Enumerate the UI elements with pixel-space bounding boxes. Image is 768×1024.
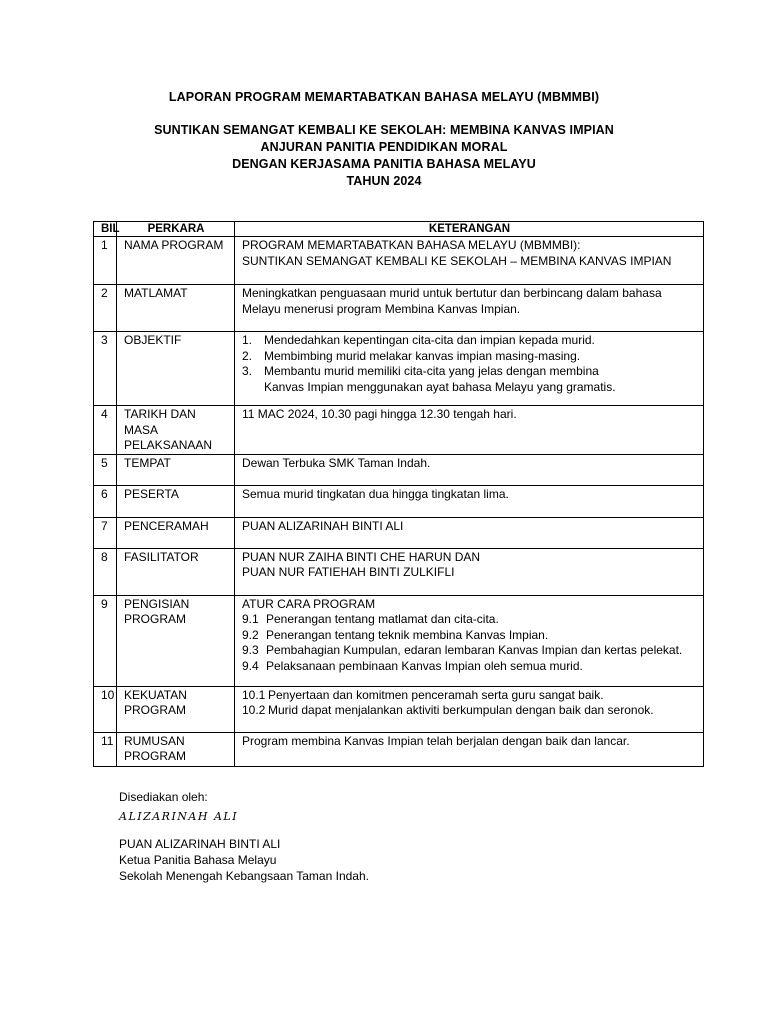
row-perkara: PENCERAMAH — [117, 517, 235, 548]
perkara-line: PROGRAM — [124, 703, 187, 717]
row-perkara: TEMPAT — [117, 454, 235, 485]
row-keterangan — [235, 595, 704, 686]
row-perkara — [117, 686, 235, 732]
report-table — [93, 221, 704, 767]
section-heading: ATUR CARA PROGRAM — [242, 596, 376, 611]
item-number: 3. — [242, 364, 253, 378]
signatory-block — [119, 836, 369, 884]
item-text: Membantu murid memiliki cita-cita yang jelas dengan membina — [264, 364, 599, 378]
keterangan-line: Meningkatkan penguasaan murid untuk bertutur dan berbincang dalam bahasa — [242, 286, 662, 300]
row-bil: 5 — [94, 454, 117, 485]
item-number: 10.2 — [242, 703, 266, 717]
table-row — [94, 732, 704, 766]
table-row — [94, 454, 704, 485]
perkara-line: RUMUSAN — [124, 733, 185, 748]
item-number: 9.2 — [242, 627, 259, 642]
row-perkara: PESERTA — [117, 485, 235, 517]
strength-item — [242, 688, 697, 704]
table-row — [94, 285, 704, 332]
row-perkara — [117, 732, 235, 766]
signatory-name: PUAN ALIZARINAH BINTI ALI — [119, 837, 281, 851]
signatory-school: Sekolah Menengah Kebangsaan Taman Indah. — [119, 869, 369, 883]
row-perkara — [117, 595, 235, 686]
row-bil: 6 — [94, 485, 117, 517]
header-keterangan: KETERANGAN — [235, 222, 704, 237]
program-item — [242, 659, 697, 675]
perkara-line: KEKUATAN — [124, 687, 187, 702]
report-subtitle — [0, 122, 768, 190]
report-title: LAPORAN PROGRAM MEMARTABATKAN BAHASA MELAYU (MBMMBI) — [168, 90, 600, 104]
keterangan-line: PUAN NUR FATIEHAH BINTI ZULKIFLI — [242, 565, 455, 579]
program-item — [242, 628, 697, 644]
header-perkara: PERKARA — [117, 222, 235, 237]
row-bil: 7 — [94, 517, 117, 548]
row-keterangan — [235, 686, 704, 732]
table-row — [94, 332, 704, 406]
objective-item — [242, 333, 697, 349]
subtitle-line: ANJURAN PANITIA PENDIDIKAN MORAL — [260, 140, 508, 154]
signature: ALIZARINAH ALI — [119, 810, 239, 823]
prepared-by-label: Disediakan oleh: — [119, 790, 208, 804]
signatory-position: Ketua Panitia Bahasa Melayu — [119, 853, 277, 867]
row-perkara: FASILITATOR — [117, 548, 235, 595]
table-row — [94, 237, 704, 285]
row-bil: 9 — [94, 595, 117, 686]
perkara-line: TARIKH DAN MASA — [124, 407, 196, 437]
program-item — [242, 643, 697, 659]
header-bil: BIL — [94, 222, 117, 237]
item-number: 9.1 — [242, 612, 259, 626]
item-text: Murid dapat menjalankan aktiviti berkumpulan dengan baik dan seronok. — [268, 703, 654, 717]
row-perkara: NAMA PROGRAM — [117, 237, 235, 285]
row-keterangan: Program membina Kanvas Impian telah berjalan dengan baik dan lancar. — [235, 732, 704, 766]
subtitle-line: TAHUN 2024 — [346, 174, 422, 188]
item-text: Penerangan tentang teknik membina Kanvas Impian. — [266, 627, 549, 642]
item-text: Penerangan tentang matlamat dan cita-cita. — [266, 612, 499, 626]
row-bil: 4 — [94, 406, 117, 455]
item-number: 1. — [242, 333, 253, 347]
row-keterangan — [235, 332, 704, 406]
row-bil: 11 — [94, 732, 117, 766]
perkara-line: PROGRAM — [124, 749, 187, 763]
objective-item — [242, 349, 697, 365]
subtitle-line: SUNTIKAN SEMANGAT KEMBALI KE SEKOLAH: MEMBINA KANVAS IMPIAN — [154, 123, 614, 137]
perkara-line: PELAKSANAAN — [124, 438, 213, 452]
strength-item — [242, 703, 697, 719]
row-keterangan: 11 MAC 2024, 10.30 pagi hingga 12.30 tengah hari. — [235, 406, 704, 455]
item-text: Penyertaan dan komitmen penceramah serta guru sangat baik. — [268, 687, 604, 702]
row-bil: 3 — [94, 332, 117, 406]
keterangan-line: PUAN NUR ZAIHA BINTI CHE HARUN DAN — [242, 549, 481, 564]
item-number: 2. — [242, 348, 253, 363]
table-row — [94, 406, 704, 455]
row-keterangan: Semua murid tingkatan dua hingga tingkatan lima. — [235, 485, 704, 517]
row-bil: 10 — [94, 686, 117, 732]
row-keterangan — [235, 237, 704, 285]
objective-item — [242, 364, 697, 380]
item-continuation: Kanvas Impian menggunakan ayat bahasa Melayu yang gramatis. — [264, 379, 616, 394]
keterangan-line: PROGRAM MEMARTABATKAN BAHASA MELAYU (MBMMBI): — [242, 238, 581, 252]
item-text: Membimbing murid melakar kanvas impian masing-masing. — [264, 348, 581, 363]
subtitle-line: DENGAN KERJASAMA PANITIA BAHASA MELAYU — [232, 157, 536, 171]
table-row — [94, 548, 704, 595]
row-keterangan — [235, 548, 704, 595]
item-text: Mendedahkan kepentingan cita-cita dan impian kepada murid. — [264, 333, 595, 347]
row-bil: 1 — [94, 237, 117, 285]
row-perkara — [117, 406, 235, 455]
row-perkara: OBJEKTIF — [117, 332, 235, 406]
table-row — [94, 595, 704, 686]
row-bil: 8 — [94, 548, 117, 595]
item-number: 10.1 — [242, 687, 266, 702]
item-number: 9.3 — [242, 643, 259, 657]
item-text: Pembahagian Kumpulan, edaran lembaran Kanvas Impian dan kertas pelekat. — [266, 643, 683, 657]
row-perkara: MATLAMAT — [117, 285, 235, 332]
row-keterangan: Dewan Terbuka SMK Taman Indah. — [235, 454, 704, 485]
table-row — [94, 517, 704, 548]
perkara-line: PENGISIAN — [124, 596, 190, 611]
table-header-row — [94, 222, 704, 237]
perkara-line: PROGRAM — [124, 612, 187, 626]
item-text: Pelaksanaan pembinaan Kanvas Impian oleh semua murid. — [266, 658, 583, 673]
row-keterangan — [235, 285, 704, 332]
keterangan-line: Melayu menerusi program Membina Kanvas Impian. — [242, 301, 521, 316]
row-bil: 2 — [94, 285, 117, 332]
table-row — [94, 686, 704, 732]
row-keterangan: PUAN ALIZARINAH BINTI ALI — [235, 517, 704, 548]
keterangan-line: SUNTIKAN SEMANGAT KEMBALI KE SEKOLAH – MEMBINA KANVAS IMPIAN — [242, 253, 672, 268]
table-row — [94, 485, 704, 517]
program-item — [242, 612, 697, 628]
item-number: 9.4 — [242, 658, 259, 673]
